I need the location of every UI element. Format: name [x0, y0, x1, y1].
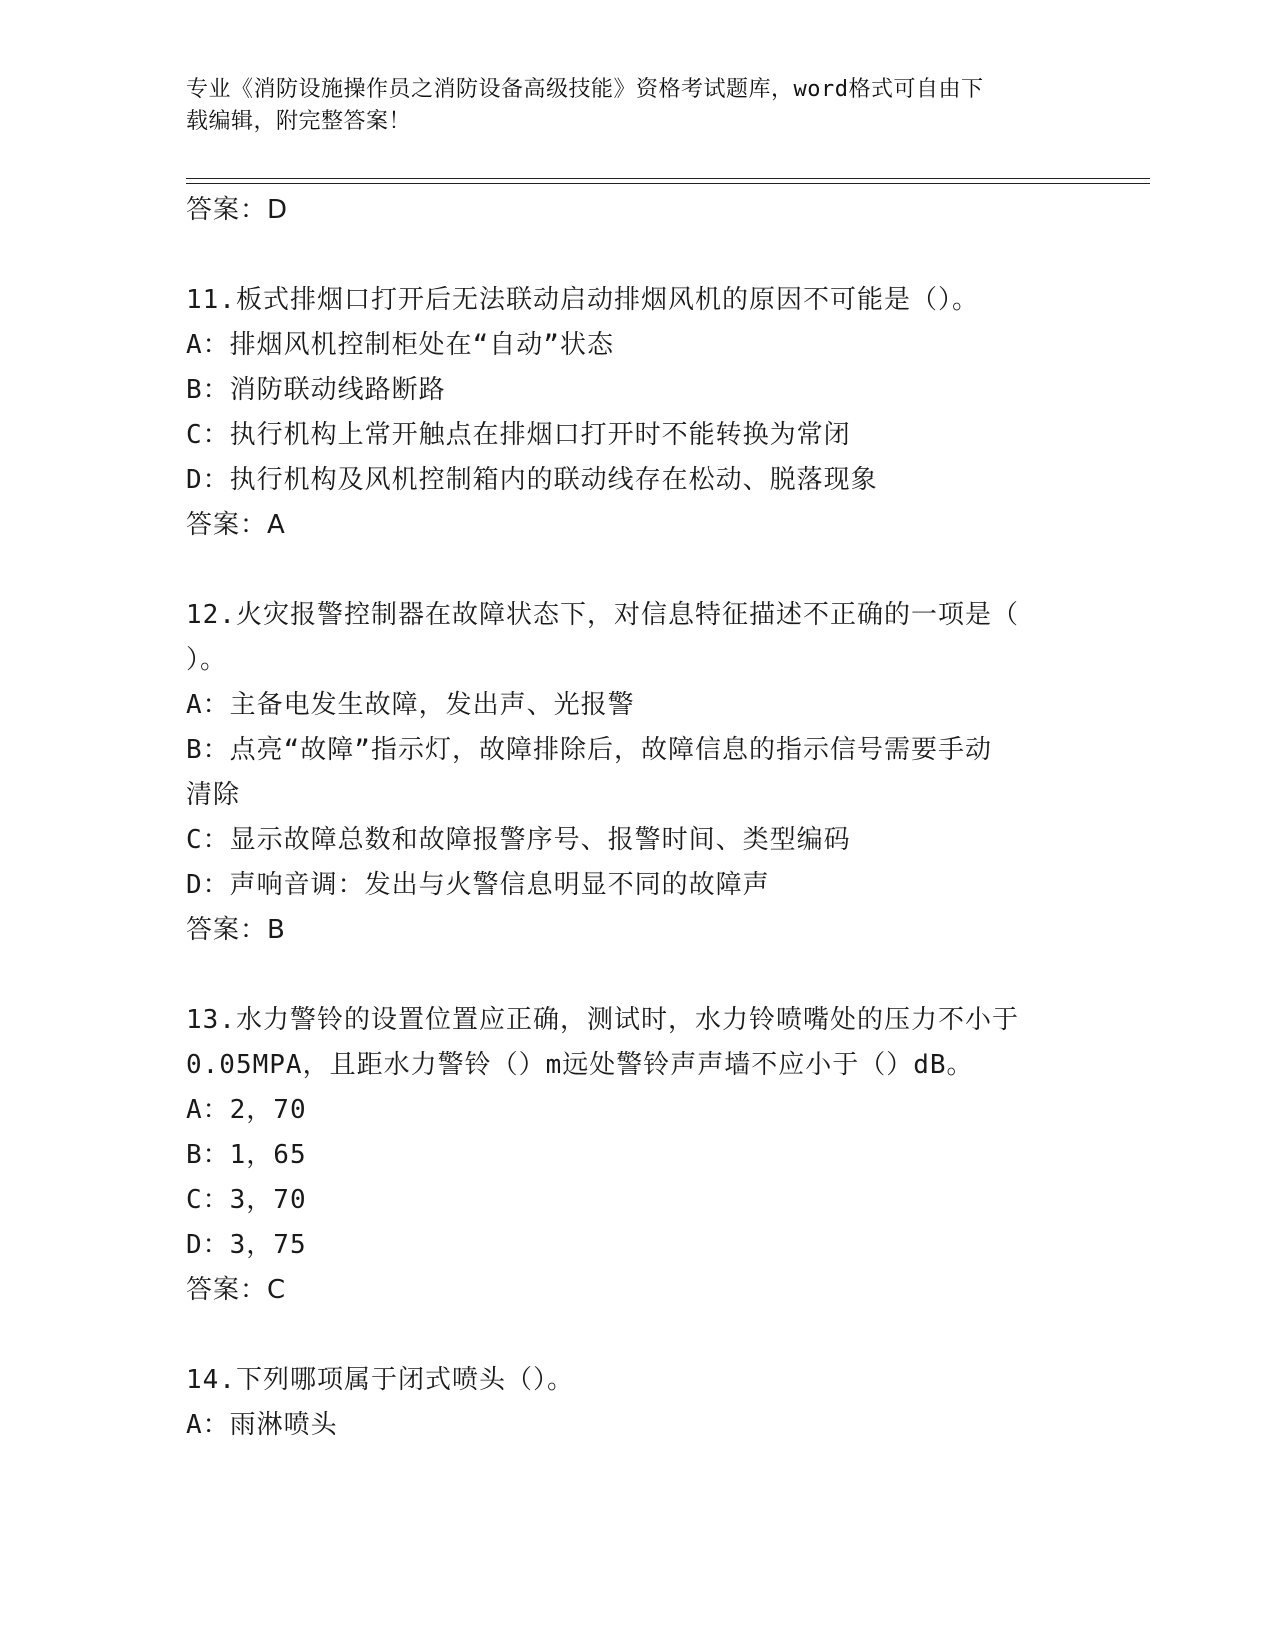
answer: 答案：A	[186, 510, 286, 540]
answer: 答案：B	[186, 915, 286, 945]
option-a: A：2，70	[186, 1095, 307, 1125]
question-stem-continued: ）。	[186, 645, 228, 675]
option-b: B：1，65	[186, 1140, 307, 1170]
spacer	[186, 233, 1086, 278]
option-b-continued: 清除	[186, 780, 241, 810]
option-d: D：执行机构及风机控制箱内的联动线存在松动、脱落现象	[186, 465, 878, 495]
option-a: A：主备电发生故障，发出声、光报警	[186, 690, 635, 720]
option-b: B：消防联动线路断路	[186, 375, 446, 405]
spacer	[186, 1313, 1086, 1358]
question-list	[186, 188, 1086, 1448]
header-line-2: 载编辑，附完整答案！	[186, 109, 412, 134]
option-c: C：执行机构上常开触点在排烟口打开时不能转换为常闭	[186, 420, 851, 450]
document-header	[186, 74, 1066, 138]
option-c: C：显示故障总数和故障报警序号、报警时间、类型编码	[186, 825, 851, 855]
spacer	[186, 953, 1086, 998]
option-c: C：3，70	[186, 1185, 307, 1215]
option-d: D：3，75	[186, 1230, 307, 1260]
question-stem: 14.下列哪项属于闭式喷头（）。	[186, 1365, 574, 1395]
question-stem: 11.板式排烟口打开后无法联动启动排烟风机的原因不可能是（）。	[186, 285, 979, 315]
header-line-1: 专业《消防设施操作员之消防设备高级技能》资格考试题库，word格式可自由下	[186, 77, 984, 102]
header-divider-bottom	[186, 183, 1150, 184]
option-d: D：声响音调：发出与火警信息明显不同的故障声	[186, 870, 770, 900]
spacer	[186, 548, 1086, 593]
option-a: A：雨淋喷头	[186, 1410, 338, 1440]
question-stem-continued: 0.05MPA，且距水力警铃（）m远处警铃声声墙不应小于（）dB。	[186, 1050, 974, 1080]
option-a: A：排烟风机控制柜处在“自动”状态	[186, 330, 614, 360]
header-divider-top	[186, 178, 1150, 179]
question-12	[186, 593, 1086, 953]
answer: 答案：C	[186, 1275, 287, 1305]
answer-10: 答案：D	[186, 195, 289, 225]
question-stem: 12.火灾报警控制器在故障状态下，对信息特征描述不正确的一项是（	[186, 600, 1019, 630]
question-13	[186, 998, 1086, 1313]
question-11	[186, 278, 1086, 548]
question-14	[186, 1358, 1086, 1448]
option-b: B：点亮“故障”指示灯，故障排除后，故障信息的指示信号需要手动	[186, 735, 992, 765]
question-stem: 13.水力警铃的设置位置应正确，测试时，水力铃喷嘴处的压力不小于	[186, 1005, 1019, 1035]
